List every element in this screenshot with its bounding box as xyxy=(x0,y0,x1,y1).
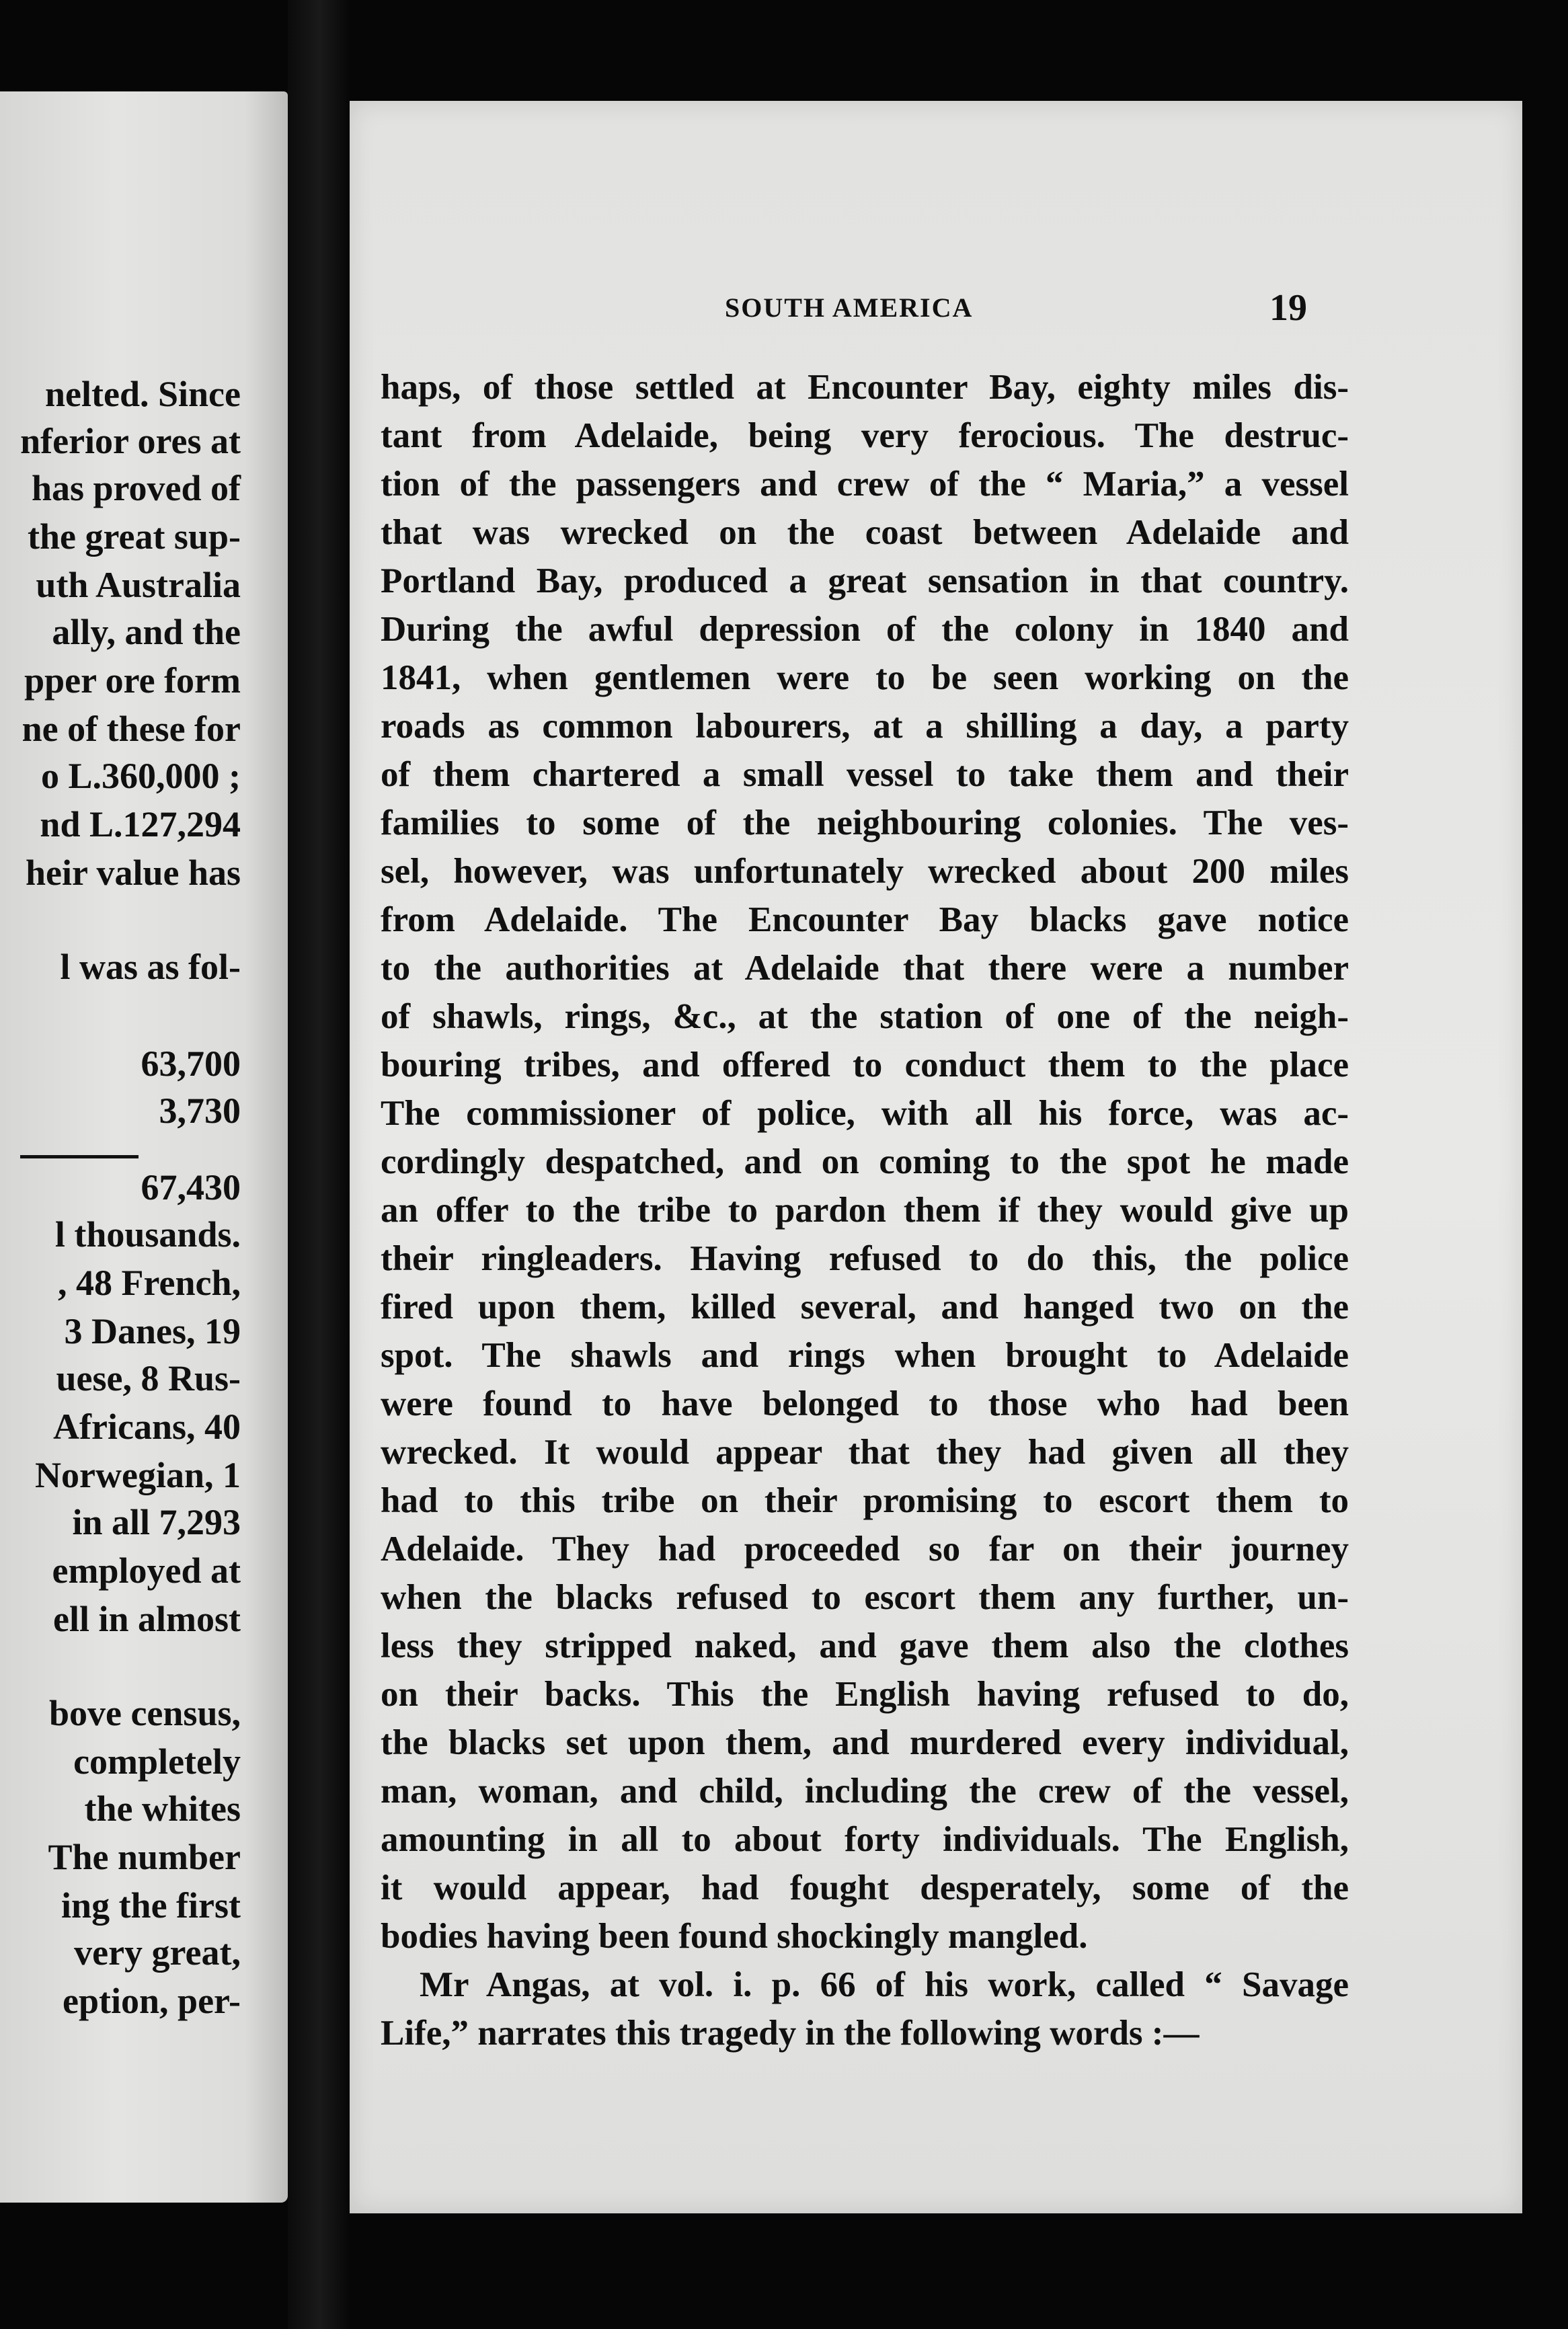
left-line-9: o L.360,000 ; xyxy=(41,756,241,796)
left-line-11: heir value has xyxy=(25,853,241,893)
left-line-15: 63,700 xyxy=(141,1043,241,1084)
left-line-16: 3,730 xyxy=(159,1091,241,1131)
left-line-2: nferior ores at xyxy=(20,421,241,461)
body-line-15: bouring tribes, and offered to conduct them to the place xyxy=(381,1045,1349,1084)
running-head: SOUTH AMERICA xyxy=(725,292,974,323)
left-line-22: uese, 8 Rus- xyxy=(56,1358,241,1398)
body-line-16: The commissioner of police, with all his force, was ac- xyxy=(381,1094,1349,1133)
left-line-6: ally, and the xyxy=(52,612,241,652)
body-line-4: that was wrecked on the coast between Adelaide and xyxy=(381,513,1349,552)
body-line-2: tant from Adelaide, being very ferocious. The destruc- xyxy=(381,416,1349,455)
left-line-7: pper ore form xyxy=(24,660,241,701)
body-line-9: of them chartered a small vessel to take them and their xyxy=(381,755,1349,794)
body-line-12: from Adelaide. The Encounter Bay blacks gave notice xyxy=(381,900,1349,939)
body-line-27: less they stripped naked, and gave them also the clothes xyxy=(381,1626,1349,1665)
left-line-27: ell in almost xyxy=(53,1599,241,1639)
left-line-30: completely xyxy=(73,1741,241,1782)
left-line-4: the great sup- xyxy=(28,516,241,557)
body-line-13: to the authorities at Adelaide that there were a number xyxy=(381,949,1349,988)
body-line-26: when the blacks refused to escort them any further, un- xyxy=(381,1578,1349,1617)
body-line-5: Portland Bay, produced a great sensation in that country. xyxy=(381,561,1349,600)
body-line-21: spot. The shawls and rings when brought to Adelaide xyxy=(381,1336,1349,1375)
left-line-3: has proved of xyxy=(31,468,241,508)
left-line-33: ing the first xyxy=(61,1885,241,1926)
body-line-25: Adelaide. They had proceeded so far on their journey xyxy=(381,1530,1349,1569)
body-line-32: it would appear, had fought desperately, some of the xyxy=(381,1868,1349,1907)
body-line-10: families to some of the neighbouring colonies. The ves- xyxy=(381,803,1349,842)
body-line-29: the blacks set upon them, and murdered every individual, xyxy=(381,1723,1349,1762)
left-line-19: l thousands. xyxy=(54,1214,241,1255)
left-page-fragment xyxy=(0,91,288,2203)
body-line-11: sel, however, was unfortunately wrecked about 200 miles xyxy=(381,852,1349,891)
body-line-28: on their backs. This the English having refused to do, xyxy=(381,1675,1349,1714)
left-line-29: bove census, xyxy=(48,1693,241,1733)
body-line-7: 1841, when gentlemen were to be seen working on the xyxy=(381,658,1349,697)
body-line-33: bodies having been found shockingly mangled. xyxy=(381,1917,1088,1956)
left-line-35: eption, per- xyxy=(63,1981,241,2021)
body-line-24: had to this tribe on their promising to escort them to xyxy=(381,1481,1349,1520)
left-line-31: the whites xyxy=(84,1788,241,1829)
left-line-1: nelted. Since xyxy=(45,374,241,414)
body-line-1: haps, of those settled at Encounter Bay, eighty miles dis- xyxy=(381,368,1349,407)
left-line-32: The number xyxy=(48,1837,241,1877)
body-line-19: their ringleaders. Having refused to do this, the police xyxy=(381,1239,1349,1278)
left-line-8: ne of these for xyxy=(22,709,241,749)
body-line-20: fired upon them, killed several, and hanged two on the xyxy=(381,1288,1349,1327)
body-line-14: of shawls, rings, &c., at the station of one of the neigh- xyxy=(381,997,1349,1036)
body-line-22: were found to have belonged to those who had been xyxy=(381,1384,1349,1423)
left-line-20: , 48 French, xyxy=(58,1263,241,1303)
left-line-23: Africans, 40 xyxy=(53,1407,241,1447)
body-line-8: roads as common labourers, at a shilling a day, a party xyxy=(381,707,1349,746)
left-line-34: very great, xyxy=(74,1932,241,1973)
page-number: 19 xyxy=(1269,287,1307,329)
left-line-10: nd L.127,294 xyxy=(40,804,241,844)
body-line-23: wrecked. It would appear that they had given all they xyxy=(381,1433,1349,1472)
left-line-25: in all 7,293 xyxy=(72,1502,241,1542)
body-line-17: cordingly despatched, and on coming to the spot he made xyxy=(381,1142,1349,1181)
left-line-18: 67,430 xyxy=(141,1167,241,1208)
left-line-21: 3 Danes, 19 xyxy=(64,1311,241,1351)
body-line-30: man, woman, and child, including the crew of the vessel, xyxy=(381,1772,1349,1811)
left-line-13: l was as fol- xyxy=(60,947,241,987)
body-line-35: Life,” narrates this tragedy in the following words :— xyxy=(381,2014,1200,2053)
left-line-5: uth Australia xyxy=(36,565,241,605)
book-gutter xyxy=(288,0,352,2329)
left-line-24: Norwegian, 1 xyxy=(35,1455,241,1495)
body-line-31: amounting in all to about forty individuals. The English, xyxy=(381,1820,1349,1859)
body-line-6: During the awful depression of the colony in 1840 and xyxy=(381,610,1349,649)
left-line-26: employed at xyxy=(52,1550,241,1591)
body-line-3: tion of the passengers and crew of the “ Maria,” a vessel xyxy=(381,465,1349,504)
body-line-34: Mr Angas, at vol. i. p. 66 of his work, called “ Savage xyxy=(420,1965,1349,2004)
sum-rule xyxy=(20,1155,139,1158)
body-line-18: an offer to the tribe to pardon them if they would give up xyxy=(381,1191,1349,1230)
